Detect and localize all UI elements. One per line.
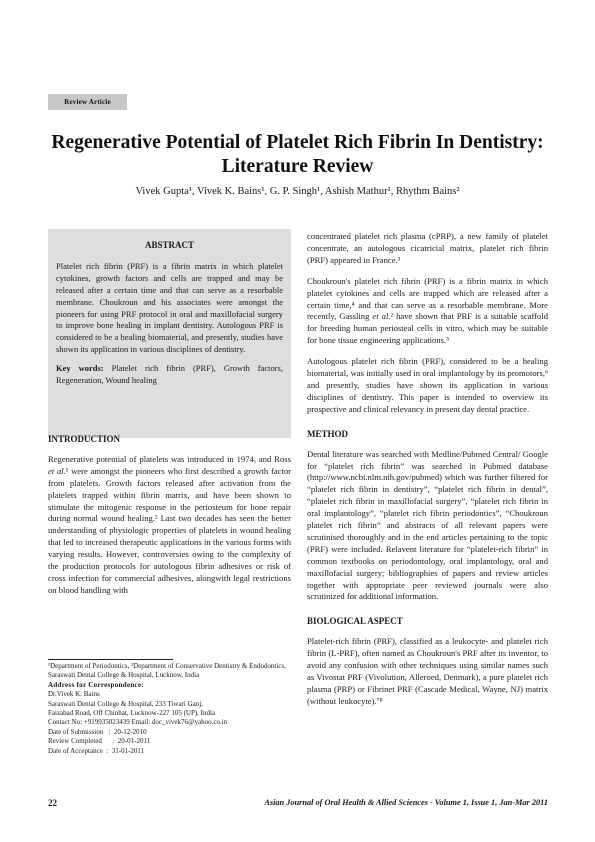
title-line-1: Regenerative Potential of Platelet Rich Fibrin In Dentistry: <box>51 132 544 153</box>
abstract-box <box>48 229 291 438</box>
submission-date: Date of Submission : 20-12-2010 <box>48 727 147 736</box>
footnote-divider <box>48 659 173 660</box>
correspondence-address-2: Faizabad Road, Off Chinhat, Lucknow-227 105 (UP), India <box>48 709 216 718</box>
article-type-label: Review Article <box>48 94 127 110</box>
introduction-paragraph <box>48 454 291 597</box>
journal-citation: Asian Journal of Oral Health & Allied Sciences - Volume 1, Issue 1, Jan-Mar 2011 <box>264 798 548 807</box>
footnote <box>48 662 291 756</box>
affiliation: ¹Department of Periodontics, ²Department of Conservative Dentistry & Endodontics, Saraswati Dental College & Hospital, Lucknow, India <box>48 662 286 680</box>
right-paragraph-3: Autologous platelet rich fibrin (PRF), considered to be a healing biomaterial, was initially used in oral implantology by its promotors,⁶ and presently, studies have shown its application in various disciplines of dentistry. This paper is intended to overview its prospective and clinical relevancy in present day dental practice. <box>307 356 548 414</box>
correspondence-contact: Contact No: +919935023439 Email: doc_vivek76@yahoo.co.in <box>48 718 228 727</box>
keywords-label: Key words: <box>56 363 104 374</box>
right-column <box>307 231 548 717</box>
acceptance-date: Date of Acceptance : 31-01-2011 <box>48 746 145 755</box>
article-title <box>40 131 555 179</box>
method-paragraph: Dental literature was searched with Medline/Pubmed Central/ Google for “platelet rich fibrin” was searched in Pubmed database (http://www.ncbi.nlm.nih.gov/pubmed) which was further filtered for “platelet rich fibrin in dentistry”, “platelet rich fibrin in dental”, “platelet rich fibrin in maxillofacial surgery”, “platelet rich fibrin in oral implantology”, “platelet rich fibrin periodontics”, “Choukroun platelet rich fibrin” and abstracts of all relevant papers were scrutinised thoroughly and in the end articles pertaining to the topic (PRF) were included. Relavent literature for “platelet-rich fibrin” in common textbooks on periodontology, oral implantology, oral and maxillofacial surgery; bibliographies of papers and review articles together with appropriate peer reviewed journals were also scrutinized for additional information. <box>307 448 548 602</box>
p2-text-b: ² have shown that PRF is a suitable scaffold for breeding human periosteal cells in vitro, which may be suitable for bone tissue engineering applications.⁵ <box>307 311 549 346</box>
author-list: Vivek Gupta¹, Vivek K. Bains¹, G. P. Singh¹, Ashish Mathur¹, Rhythm Bains² <box>135 186 460 197</box>
abstract-heading: ABSTRACT <box>144 240 194 250</box>
method-heading: METHOD <box>307 428 349 439</box>
right-paragraph-2 <box>307 276 548 347</box>
abstract-text: Platelet rich fibrin (PRF) is a fibrin matrix in which platelet cytokines, growth factors and cells are trapped and may be released after a certain time and that can serve as a resorbable membrane. Choukroun and his associates were amongst the pioneers for using PRF protocol in oral and maxillofacial surgery to improve bone healing in implant dentistry. Autologous PRF is considered to be a healing biomaterial, and presently, studies have shown its application in various disciplines of dentistry. <box>56 260 283 355</box>
right-paragraph-1: concentrated platelet rich plasma (cPRP), a new family of platelet concentrate, an autologous cicatricial matrix, platelet rich fibrin (PRF) appeared in France.³ <box>307 231 548 265</box>
review-date: Review Completed : 20-01-2011 <box>48 737 151 746</box>
introduction-heading: INTRODUCTION <box>48 434 121 444</box>
keywords-text: Platelet rich fibrin (PRF), Growth factors, Regeneration, Wound healing <box>56 363 283 386</box>
introduction-section <box>48 434 291 606</box>
intro-et-al: et al. <box>48 465 66 476</box>
intro-text-b: ¹ were amongst the pioneers who first described a growth factor from platelets. Growth factors released after activation from the platelets trapped within fibrin matrix, and have been shown to stimulate the mitogenic response in the periosteum for bone repair during normal wound healing.² Last two decades has seen the better understanding of physiologic properties of platelets in wound healing that led to increased therapeutic applications in the various forms with varying results. However, controversies owing to the complexity of the production protocols for autologous fibrin adhesives or risk of cross infection for commercial adhesives, alongwith legal restrictions on blood handling with <box>48 465 291 595</box>
intro-text-a: Regenerative potential of platelets was introduced in 1974, and Ross <box>48 453 291 464</box>
page-number: 22 <box>48 798 57 808</box>
p2-text-a: Choukroun's platelet rich fibrin (PRF) is a fibrin matrix in which platelet cytokines and cells are trapped which are released after a certain time,⁴ and that can serve as a resorbable membrane. More recently, Gassling <box>307 275 548 322</box>
biological-aspect-heading: BIOLOGICAL ASPECT <box>307 616 403 627</box>
p2-et-al: et al. <box>372 311 391 322</box>
title-line-2: Literature Review <box>221 156 374 177</box>
keywords <box>56 363 283 387</box>
correspondence-heading: Address for Correspondence: <box>48 680 144 689</box>
correspondence-name: Dr.Vivek K. Bains <box>48 690 100 699</box>
correspondence-address-1: Saraswati Dental College & Hospital, 233 Tiwari Ganj, <box>48 699 203 708</box>
biological-aspect-paragraph: Platelet-rich fibrin (PRF), classified as a leukocyte- and platelet rich fibrin (L-PRF), often named as Choukroun's PRF after its inventor, to avoid any confusion with other techniques using similar names such as Vivostat PRF (Vivolution, Alleroed, Denmark), a pure platelet rich plasma (PRP) or Fibrinet PRF (Cascade Medical, Wayne, NJ) matrix (without leukocyte).⁷⁸ <box>307 636 548 706</box>
